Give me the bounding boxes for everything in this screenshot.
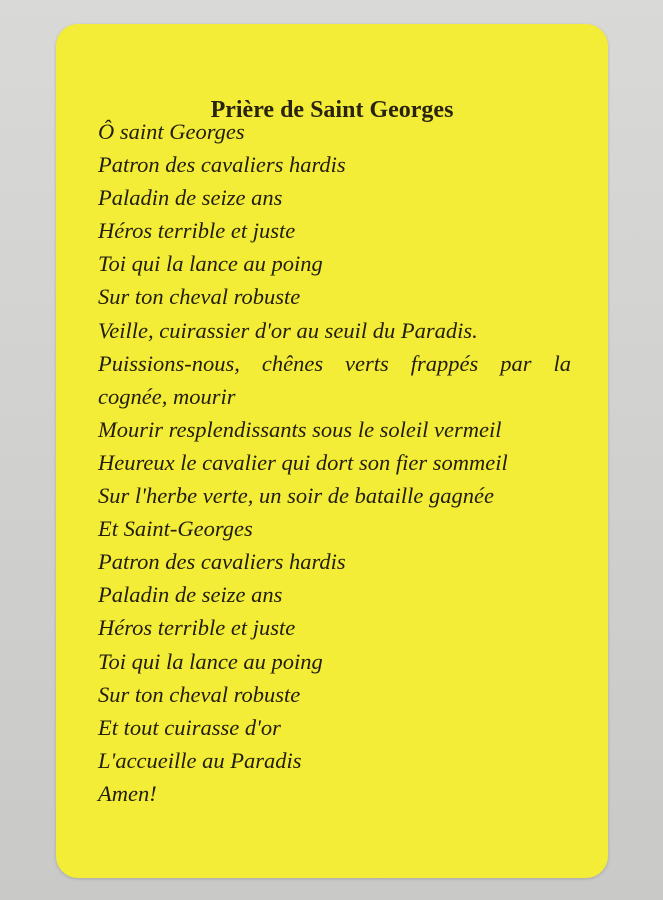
prayer-line: cognée, mourir [98, 383, 236, 409]
prayer-title: Prière de Saint Georges [210, 97, 454, 123]
prayer-line: Paladin de seize ans [98, 582, 283, 608]
prayer-line: Amen! [98, 780, 157, 806]
prayer-line: Héros terrible et juste [98, 218, 296, 244]
prayer-line: L'accueille au Paradis [98, 747, 302, 773]
prayer-line: Et Saint-Georges [98, 516, 253, 542]
prayer-line: Patron des cavaliers hardis [98, 152, 346, 178]
prayer-text [98, 115, 571, 810]
prayer-line: Mourir resplendissants sous le soleil vermeil [98, 416, 502, 442]
prayer-line: Toi qui la lance au poing [98, 251, 323, 277]
prayer-line: Sur ton cheval robuste [98, 681, 301, 707]
prayer-line: Ô saint Georges [98, 119, 245, 144]
prayer-line: Paladin de seize ans [98, 185, 283, 211]
prayer-line: Héros terrible et juste [98, 615, 296, 641]
prayer-line: Veille, cuirassier d'or au seuil du Paradis. [98, 317, 478, 343]
prayer-line: Patron des cavaliers hardis [98, 549, 346, 575]
prayer-line: Puissions-nous, chênes verts frappés par la [98, 350, 571, 376]
prayer-line: Et tout cuirasse d'or [98, 714, 281, 740]
prayer-line: Sur l'herbe verte, un soir de bataille gagnée [98, 483, 494, 509]
prayer-line: Toi qui la lance au poing [98, 648, 323, 674]
prayer-line: Sur ton cheval robuste [98, 284, 301, 310]
prayer-line: Heureux le cavalier qui dort son fier sommeil [98, 449, 508, 475]
